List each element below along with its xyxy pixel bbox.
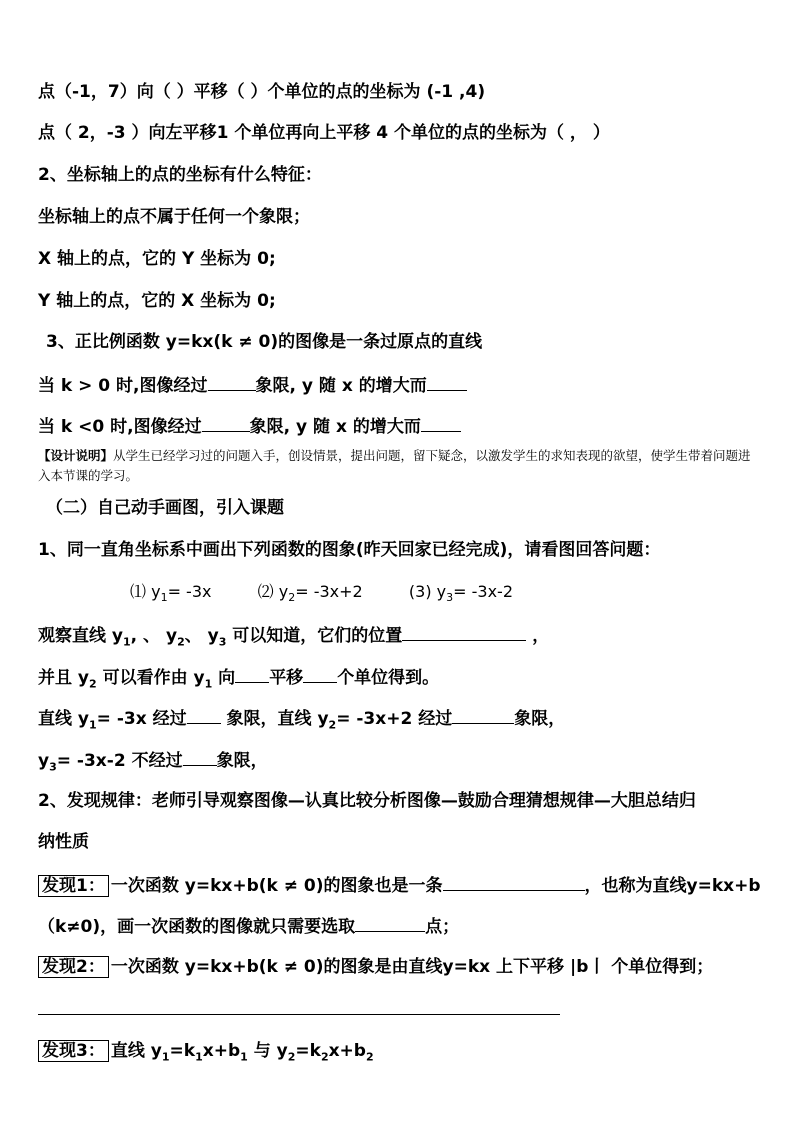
function-1: ⑴ $y_1= -3x$ bbox=[130, 582, 212, 605]
question-line-positions: 观察直线 $y_1$, 、 $y_2$、 $y_3$ 可以知道，它们的位置 ， bbox=[38, 622, 549, 654]
section-heading-axis-points: 2、坐标轴上的点的坐标有什么特征： bbox=[38, 165, 322, 185]
line-k-negative: 当 k <0 时,图像经过 象限, y 随 x 的增大而 bbox=[38, 413, 461, 439]
question-not-pass: $y_3= -3x-2$ 不经过 象限， bbox=[38, 747, 268, 779]
blank-units[interactable] bbox=[303, 664, 337, 683]
blank-quadrant[interactable] bbox=[208, 372, 256, 391]
blank-quadrant-y1[interactable] bbox=[187, 705, 221, 724]
question-quadrants: 直线 $y_1= -3x$ 经过 象限，直线 $y_2= -3x+2$ 经过 象限， bbox=[38, 705, 565, 737]
line-translation-question-2: 点（ 2，-3 ）向左平移1 个单位再向上平移 4 个单位的点的坐标为（ ， ） bbox=[38, 123, 610, 143]
blank-position[interactable] bbox=[402, 622, 526, 641]
blank-quadrant-y3[interactable] bbox=[183, 747, 217, 766]
discovery-3: 发现3： 直线 $y_1=k_1x+b_1$ 与 $y_2=k_2x+b_2$ bbox=[38, 1039, 374, 1069]
section-heading-proportional-function: 3、正比例函数 y=kx(k ≠ 0)的图像是一条过原点的直线 bbox=[46, 332, 483, 352]
text-axis-points: 坐标轴上的点不属于任何一个象限； bbox=[38, 207, 310, 227]
question-translation: 并且 $y_2$ 可以看作由 $y_1$ 向 平移 个单位得到。 bbox=[38, 664, 439, 696]
section-heading-discover-rules: 2、发现规律：老师引导观察图像—认真比较分析图像—鼓励合理猜想规律—大胆总结归 bbox=[38, 791, 696, 811]
function-2: ⑵ $y_2= -3x+2$ bbox=[257, 582, 363, 605]
discovery-2: 发现2： 一次函数 y=kx+b(k ≠ 0)的图象是由直线y=kx 上下平移 |b丨 个单位得到； bbox=[38, 955, 713, 979]
text-y-axis-points: Y 轴上的点，它的 X 坐标为 0; bbox=[38, 291, 276, 311]
discovery-label: 发现2： bbox=[38, 956, 109, 978]
discovery-label: 发现3： bbox=[38, 1040, 109, 1062]
discovery-1: 发现1： 一次函数 y=kx+b(k ≠ 0)的图象也是一条 ，也称为直线y=kx+b bbox=[38, 872, 761, 898]
line-k-positive: 当 k > 0 时,图像经过 象限, y 随 x 的增大而 bbox=[38, 372, 467, 398]
line-translation-question: 点（-1，7）向（ ）平移（ ）个单位的点的坐标为 (-1 ,4) bbox=[38, 82, 486, 102]
section-heading-draw-graph: （二）自己动手画图，引入课题 bbox=[46, 498, 284, 518]
answer-line[interactable] bbox=[38, 1014, 560, 1015]
function-list bbox=[130, 580, 513, 610]
discovery-label: 发现1： bbox=[38, 875, 109, 897]
blank-trend[interactable] bbox=[421, 413, 461, 432]
blank-trend[interactable] bbox=[427, 372, 467, 391]
blank-points[interactable] bbox=[355, 913, 425, 932]
blank-direction[interactable] bbox=[235, 664, 269, 683]
instruction-draw-functions: 1、同一直角坐标系中画出下列函数的图象(昨天回家已经完成)，请看图回答问题： bbox=[38, 540, 661, 560]
blank-quadrant-y2[interactable] bbox=[452, 705, 514, 724]
blank-shape[interactable] bbox=[443, 872, 585, 891]
design-note: 【设计说明】从学生已经学习过的问题入手，创设情景，提出问题，留下疑念，以激发学生的求知表现的欲望，使学生带着问题进入本节课的学习。 bbox=[38, 448, 751, 483]
function-3: (3) $y_3= -3x-2$ bbox=[408, 582, 514, 605]
section-heading-properties: 纳性质 bbox=[38, 832, 89, 852]
discovery-1-continued: （k≠0)，画一次函数的图像就只需要选取 点； bbox=[38, 913, 459, 939]
text-x-axis-points: X 轴上的点，它的 Y 坐标为 0; bbox=[38, 249, 276, 269]
blank-quadrant[interactable] bbox=[202, 413, 250, 432]
